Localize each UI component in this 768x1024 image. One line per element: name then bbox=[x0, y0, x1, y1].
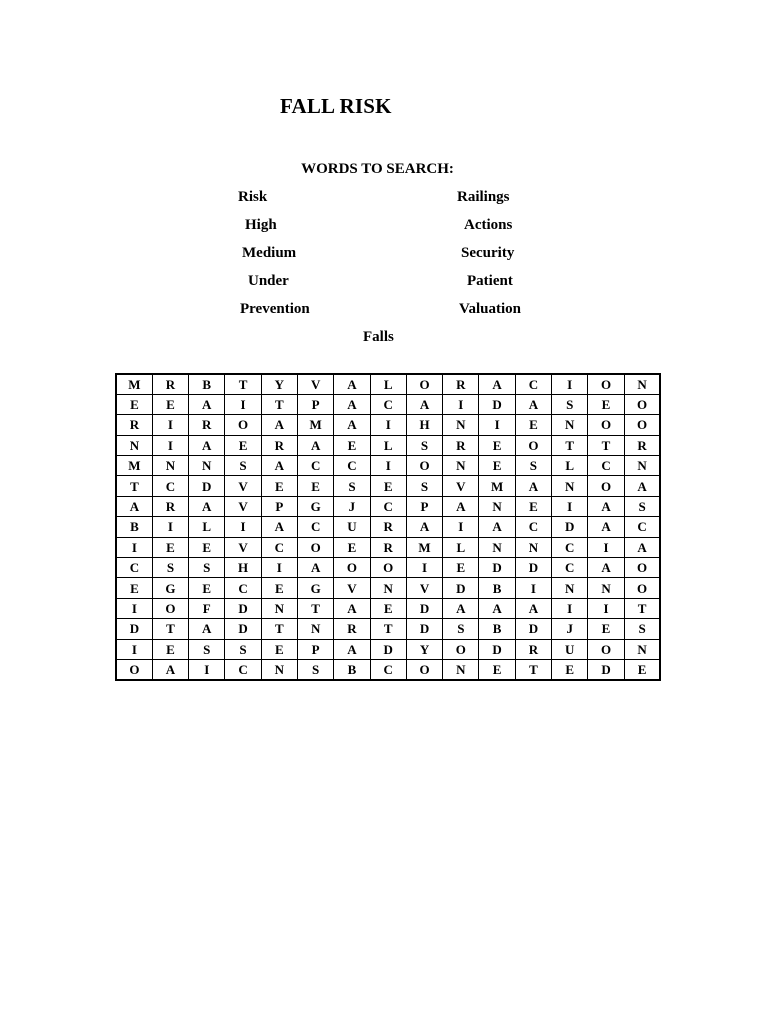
grid-cell: R bbox=[515, 639, 551, 659]
grid-cell: J bbox=[334, 496, 370, 516]
word-valuation: Valuation bbox=[459, 301, 521, 317]
word-actions: Actions bbox=[464, 217, 513, 233]
grid-cell: R bbox=[370, 537, 406, 557]
grid-cell: A bbox=[189, 394, 225, 414]
grid-cell: T bbox=[515, 659, 551, 679]
grid-cell: N bbox=[624, 456, 660, 476]
grid-cell: C bbox=[552, 558, 588, 578]
grid-cell: R bbox=[152, 496, 188, 516]
grid-cell: C bbox=[552, 537, 588, 557]
grid-cell: B bbox=[334, 659, 370, 679]
word-medium: Medium bbox=[242, 245, 297, 261]
grid-cell: E bbox=[189, 578, 225, 598]
grid-cell: E bbox=[297, 476, 333, 496]
grid-cell: I bbox=[116, 639, 152, 659]
grid-cell: P bbox=[297, 394, 333, 414]
grid-cell: V bbox=[225, 476, 261, 496]
grid-cell: O bbox=[624, 578, 660, 598]
grid-cell: N bbox=[552, 415, 588, 435]
grid-cell: D bbox=[479, 639, 515, 659]
grid-cell: T bbox=[370, 619, 406, 639]
grid-cell: A bbox=[515, 598, 551, 618]
grid-cell: O bbox=[624, 394, 660, 414]
grid-cell: N bbox=[443, 415, 479, 435]
grid-cell: D bbox=[515, 619, 551, 639]
grid-cell: B bbox=[479, 578, 515, 598]
grid-cell: E bbox=[479, 435, 515, 455]
grid-cell: N bbox=[515, 537, 551, 557]
grid-cell: C bbox=[297, 456, 333, 476]
grid-cell: A bbox=[479, 598, 515, 618]
grid-cell: L bbox=[189, 517, 225, 537]
grid-cell: J bbox=[552, 619, 588, 639]
grid-cell: E bbox=[225, 435, 261, 455]
grid-row bbox=[116, 578, 660, 598]
grid-cell: N bbox=[588, 578, 624, 598]
grid-cell: I bbox=[189, 659, 225, 679]
grid-cell: N bbox=[443, 659, 479, 679]
grid-cell: G bbox=[297, 578, 333, 598]
grid-cell: D bbox=[370, 639, 406, 659]
grid-cell: E bbox=[334, 537, 370, 557]
grid-cell: T bbox=[152, 619, 188, 639]
grid-cell: A bbox=[588, 517, 624, 537]
grid-cell: A bbox=[443, 496, 479, 516]
grid-cell: A bbox=[406, 394, 442, 414]
grid-cell: E bbox=[189, 537, 225, 557]
grid-cell: D bbox=[406, 598, 442, 618]
grid-cell: G bbox=[297, 496, 333, 516]
grid-cell: O bbox=[406, 659, 442, 679]
grid-cell: F bbox=[189, 598, 225, 618]
grid-cell: L bbox=[552, 456, 588, 476]
grid-cell: C bbox=[261, 537, 297, 557]
grid-cell: O bbox=[588, 639, 624, 659]
grid-cell: I bbox=[225, 394, 261, 414]
grid-cell: A bbox=[624, 476, 660, 496]
grid-cell: E bbox=[334, 435, 370, 455]
grid-row bbox=[116, 435, 660, 455]
grid-cell: A bbox=[152, 659, 188, 679]
grid-cell: V bbox=[225, 537, 261, 557]
grid-cell: E bbox=[152, 639, 188, 659]
grid-cell: I bbox=[515, 578, 551, 598]
grid-cell: C bbox=[515, 517, 551, 537]
grid-row bbox=[116, 476, 660, 496]
grid-cell: N bbox=[261, 598, 297, 618]
grid-cell: O bbox=[624, 558, 660, 578]
grid-cell: I bbox=[152, 517, 188, 537]
grid-cell: A bbox=[479, 374, 515, 394]
grid-cell: S bbox=[552, 394, 588, 414]
grid-cell: S bbox=[189, 558, 225, 578]
grid-cell: S bbox=[624, 496, 660, 516]
grid-cell: C bbox=[370, 394, 406, 414]
grid-cell: T bbox=[588, 435, 624, 455]
grid-cell: O bbox=[116, 659, 152, 679]
grid-cell: I bbox=[152, 415, 188, 435]
grid-cell: E bbox=[152, 537, 188, 557]
word-risk: Risk bbox=[238, 189, 268, 205]
grid-cell: O bbox=[225, 415, 261, 435]
grid-cell: M bbox=[297, 415, 333, 435]
grid-cell: A bbox=[406, 517, 442, 537]
word-search-grid bbox=[115, 373, 661, 681]
grid-cell: N bbox=[297, 619, 333, 639]
grid-cell: T bbox=[552, 435, 588, 455]
grid-cell: M bbox=[116, 456, 152, 476]
grid-cell: C bbox=[334, 456, 370, 476]
grid-cell: I bbox=[552, 598, 588, 618]
grid-cell: E bbox=[443, 558, 479, 578]
grid-cell: E bbox=[624, 659, 660, 679]
grid-cell: O bbox=[370, 558, 406, 578]
grid-cell: N bbox=[189, 456, 225, 476]
grid-cell: D bbox=[479, 558, 515, 578]
grid-cell: O bbox=[334, 558, 370, 578]
grid-cell: N bbox=[552, 578, 588, 598]
grid-cell: O bbox=[297, 537, 333, 557]
grid-cell: E bbox=[588, 619, 624, 639]
grid-row bbox=[116, 558, 660, 578]
grid-cell: I bbox=[406, 558, 442, 578]
word-railings: Railings bbox=[457, 189, 510, 205]
grid-cell: T bbox=[116, 476, 152, 496]
grid-cell: N bbox=[116, 435, 152, 455]
grid-cell: T bbox=[261, 619, 297, 639]
grid-cell: I bbox=[152, 435, 188, 455]
grid-cell: T bbox=[624, 598, 660, 618]
grid-cell: D bbox=[479, 394, 515, 414]
word-patient: Patient bbox=[467, 273, 513, 289]
grid-cell: C bbox=[297, 517, 333, 537]
page-title: FALL RISK bbox=[280, 94, 392, 118]
grid-cell: D bbox=[225, 598, 261, 618]
grid-cell: I bbox=[116, 537, 152, 557]
grid-cell: O bbox=[624, 415, 660, 435]
grid-cell: S bbox=[334, 476, 370, 496]
grid-cell: T bbox=[297, 598, 333, 618]
grid-cell: A bbox=[624, 537, 660, 557]
grid-cell: N bbox=[152, 456, 188, 476]
grid-cell: H bbox=[406, 415, 442, 435]
grid-cell: E bbox=[261, 639, 297, 659]
grid-cell: E bbox=[515, 415, 551, 435]
grid-cell: E bbox=[116, 394, 152, 414]
grid-cell: R bbox=[443, 435, 479, 455]
grid-cell: D bbox=[406, 619, 442, 639]
grid-cell: E bbox=[588, 394, 624, 414]
grid-cell: E bbox=[152, 394, 188, 414]
grid-cell: B bbox=[189, 374, 225, 394]
word-under: Under bbox=[248, 273, 289, 289]
grid-cell: T bbox=[225, 374, 261, 394]
grid-cell: C bbox=[370, 659, 406, 679]
grid-cell: N bbox=[552, 476, 588, 496]
grid-cell: A bbox=[297, 435, 333, 455]
grid-cell: O bbox=[588, 415, 624, 435]
grid-cell: S bbox=[225, 456, 261, 476]
grid-row bbox=[116, 374, 660, 394]
grid-cell: E bbox=[370, 476, 406, 496]
grid-cell: M bbox=[479, 476, 515, 496]
grid-cell: A bbox=[261, 456, 297, 476]
word-security: Security bbox=[461, 245, 515, 261]
grid-cell: L bbox=[370, 435, 406, 455]
grid-cell: E bbox=[370, 598, 406, 618]
grid-cell: I bbox=[588, 537, 624, 557]
grid-cell: R bbox=[334, 619, 370, 639]
grid-cell: R bbox=[370, 517, 406, 537]
grid-cell: I bbox=[552, 374, 588, 394]
word-prevention: Prevention bbox=[240, 301, 310, 317]
grid-cell: S bbox=[152, 558, 188, 578]
grid-cell: V bbox=[406, 578, 442, 598]
grid-cell: A bbox=[189, 619, 225, 639]
grid-cell: B bbox=[479, 619, 515, 639]
grid-cell: A bbox=[334, 374, 370, 394]
grid-cell: O bbox=[443, 639, 479, 659]
grid-cell: I bbox=[479, 415, 515, 435]
grid-cell: D bbox=[189, 476, 225, 496]
grid-row bbox=[116, 496, 660, 516]
grid-cell: A bbox=[515, 476, 551, 496]
grid-cell: C bbox=[588, 456, 624, 476]
grid-cell: U bbox=[552, 639, 588, 659]
grid-cell: E bbox=[479, 659, 515, 679]
grid-cell: S bbox=[406, 435, 442, 455]
grid-cell: C bbox=[370, 496, 406, 516]
grid-cell: L bbox=[443, 537, 479, 557]
grid-row bbox=[116, 394, 660, 414]
grid-cell: D bbox=[225, 619, 261, 639]
grid-cell: A bbox=[334, 598, 370, 618]
grid-cell: A bbox=[334, 639, 370, 659]
grid-cell: O bbox=[588, 476, 624, 496]
grid-cell: E bbox=[552, 659, 588, 679]
grid-cell: S bbox=[225, 639, 261, 659]
words-to-search-heading: WORDS TO SEARCH: bbox=[301, 161, 454, 177]
grid-row bbox=[116, 517, 660, 537]
grid-cell: N bbox=[479, 496, 515, 516]
grid-cell: O bbox=[515, 435, 551, 455]
grid-cell: N bbox=[370, 578, 406, 598]
grid-cell: E bbox=[515, 496, 551, 516]
grid-cell: Y bbox=[406, 639, 442, 659]
grid-cell: N bbox=[443, 456, 479, 476]
grid-cell: E bbox=[261, 476, 297, 496]
grid-row bbox=[116, 639, 660, 659]
grid-cell: G bbox=[152, 578, 188, 598]
grid-row bbox=[116, 659, 660, 679]
grid-cell: O bbox=[588, 374, 624, 394]
grid-cell: A bbox=[334, 394, 370, 414]
grid-cell: I bbox=[116, 598, 152, 618]
word-falls: Falls bbox=[363, 329, 394, 345]
grid-cell: N bbox=[479, 537, 515, 557]
grid-cell: B bbox=[116, 517, 152, 537]
grid-cell: P bbox=[406, 496, 442, 516]
grid-cell: I bbox=[261, 558, 297, 578]
grid-cell: S bbox=[443, 619, 479, 639]
grid-cell: A bbox=[116, 496, 152, 516]
grid-cell: C bbox=[515, 374, 551, 394]
grid-row bbox=[116, 537, 660, 557]
grid-cell: I bbox=[552, 496, 588, 516]
grid-cell: P bbox=[261, 496, 297, 516]
grid-cell: A bbox=[261, 517, 297, 537]
grid-cell: I bbox=[370, 415, 406, 435]
grid-row bbox=[116, 598, 660, 618]
grid-row bbox=[116, 415, 660, 435]
grid-cell: E bbox=[116, 578, 152, 598]
grid-cell: U bbox=[334, 517, 370, 537]
grid-cell: Y bbox=[261, 374, 297, 394]
grid-cell: I bbox=[225, 517, 261, 537]
grid-cell: H bbox=[225, 558, 261, 578]
grid-cell: T bbox=[261, 394, 297, 414]
grid-cell: L bbox=[370, 374, 406, 394]
grid-cell: I bbox=[588, 598, 624, 618]
grid-cell: M bbox=[116, 374, 152, 394]
grid-cell: S bbox=[189, 639, 225, 659]
grid-row bbox=[116, 456, 660, 476]
grid-cell: A bbox=[261, 415, 297, 435]
grid-cell: R bbox=[443, 374, 479, 394]
grid-cell: S bbox=[406, 476, 442, 496]
grid-cell: N bbox=[261, 659, 297, 679]
grid-cell: I bbox=[370, 456, 406, 476]
grid-cell: V bbox=[225, 496, 261, 516]
grid-cell: N bbox=[624, 639, 660, 659]
word-high: High bbox=[245, 217, 277, 233]
grid-cell: I bbox=[443, 517, 479, 537]
grid-cell: R bbox=[116, 415, 152, 435]
grid-cell: A bbox=[189, 435, 225, 455]
grid-cell: C bbox=[116, 558, 152, 578]
grid-cell: D bbox=[552, 517, 588, 537]
grid-cell: A bbox=[479, 517, 515, 537]
grid-cell: R bbox=[189, 415, 225, 435]
grid-cell: N bbox=[624, 374, 660, 394]
grid-cell: A bbox=[588, 558, 624, 578]
grid-cell: R bbox=[261, 435, 297, 455]
grid-cell: R bbox=[624, 435, 660, 455]
grid-cell: D bbox=[515, 558, 551, 578]
grid-cell: C bbox=[225, 578, 261, 598]
grid-cell: A bbox=[334, 415, 370, 435]
grid-cell: O bbox=[152, 598, 188, 618]
grid-cell: I bbox=[443, 394, 479, 414]
grid-cell: A bbox=[443, 598, 479, 618]
grid-cell: C bbox=[624, 517, 660, 537]
grid-cell: A bbox=[588, 496, 624, 516]
grid-cell: D bbox=[588, 659, 624, 679]
grid-cell: V bbox=[297, 374, 333, 394]
grid-cell: M bbox=[406, 537, 442, 557]
grid-cell: V bbox=[443, 476, 479, 496]
grid-cell: O bbox=[406, 374, 442, 394]
grid-cell: R bbox=[152, 374, 188, 394]
grid-cell: E bbox=[479, 456, 515, 476]
grid-cell: C bbox=[152, 476, 188, 496]
grid-cell: S bbox=[515, 456, 551, 476]
grid-cell: P bbox=[297, 639, 333, 659]
grid-cell: A bbox=[297, 558, 333, 578]
grid-cell: D bbox=[116, 619, 152, 639]
grid-row bbox=[116, 619, 660, 639]
grid-cell: E bbox=[261, 578, 297, 598]
grid-cell: S bbox=[297, 659, 333, 679]
grid-cell: D bbox=[443, 578, 479, 598]
grid-cell: A bbox=[515, 394, 551, 414]
grid-cell: O bbox=[406, 456, 442, 476]
grid-cell: A bbox=[189, 496, 225, 516]
grid-cell: V bbox=[334, 578, 370, 598]
grid-cell: S bbox=[624, 619, 660, 639]
grid-cell: C bbox=[225, 659, 261, 679]
